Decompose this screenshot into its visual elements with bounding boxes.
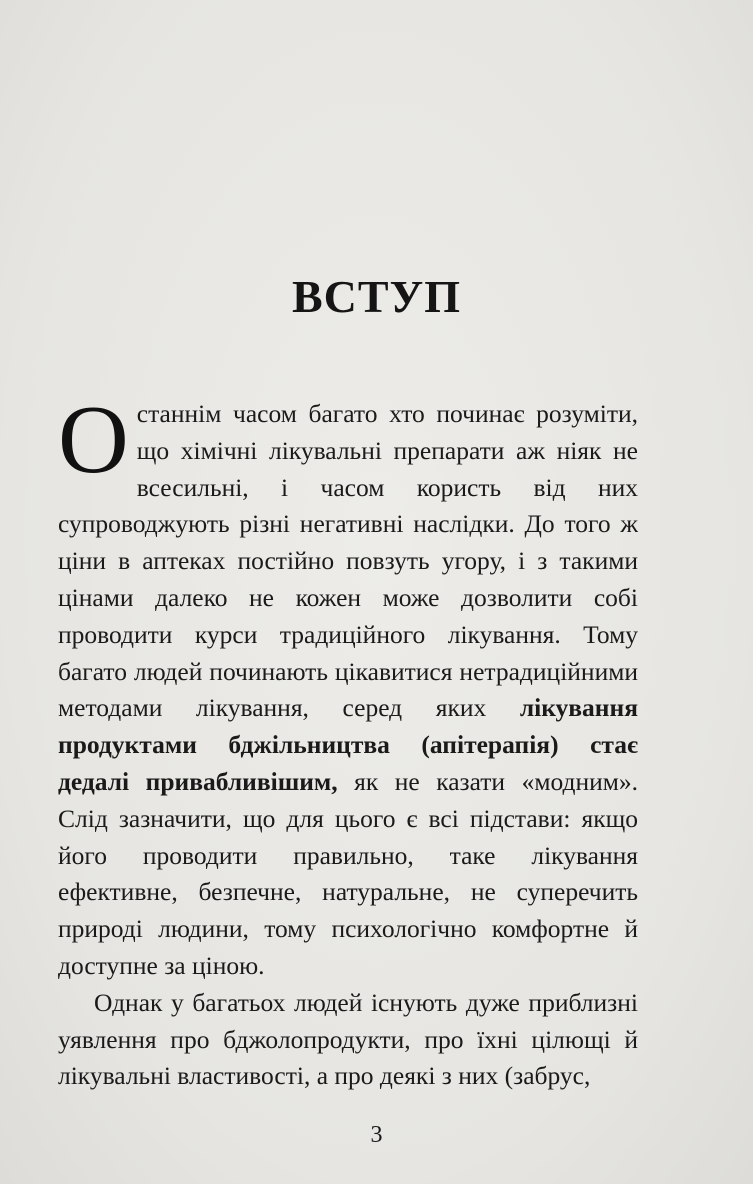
paragraph-1-text-end: як не казати «модним». Слід зазначити, що для цього є всі підстави: якщо його проводити правильно, таке лікування ефективне, безпечне, натуральне, не суперечить природі людини, тому психологічно комфортне й доступне за ціною.: [58, 766, 639, 980]
paragraph-1: [58, 386, 639, 985]
paragraph-2: Однак у багатьох людей існують дуже приблизні уявлення про бджолопродукти, про їхні цілющі й лікувальні властивості, а про деякі з них (забрус,: [58, 987, 638, 1091]
paragraph-1-text-start: станнім часом багато хто починає розуміти, що хімічні лікувальні препарати аж ніяк не всесильні, і часом користь від них супроводжують різні негативні наслідки. До того ж ціни в аптеках постійно повзуть угору, і з такими цінами далеко не кожен може дозволити собі проводити курси традиційного лікування. Тому багато людей починають цікавитися нетрадиційними методами лікування, серед яких: [58, 399, 638, 723]
body-text: [58, 386, 639, 1095]
chapter-heading: ВСТУП: [291, 271, 462, 322]
paragraph-1-bold-text: лікування продуктами бджільництва (апітерапія) стає дедалі привабливішим,: [58, 693, 638, 796]
drop-cap: О: [58, 386, 129, 494]
page-number: 3: [370, 1122, 383, 1148]
